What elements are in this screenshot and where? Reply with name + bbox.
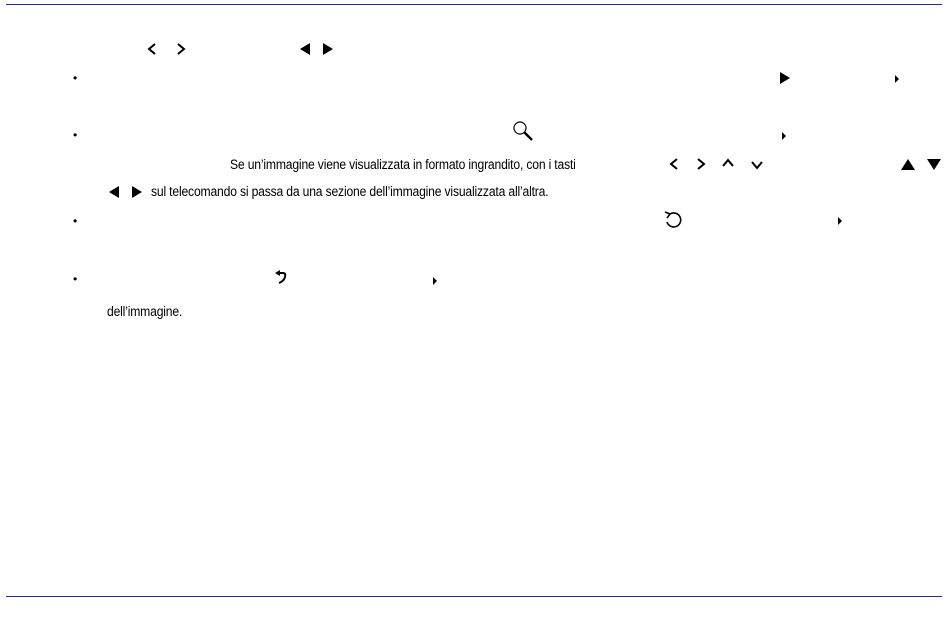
last-line-text: dell’immagine. <box>107 304 183 319</box>
rotate-icon <box>662 210 686 230</box>
chevron-right-icon <box>176 43 186 55</box>
magnifier-icon <box>512 120 536 142</box>
triangle-left-icon <box>298 42 312 56</box>
footer-rule <box>6 596 942 597</box>
bullet: • <box>73 128 78 142</box>
chevron-down-icon <box>751 160 763 170</box>
chevron-right-icon <box>696 158 706 170</box>
play-icon <box>778 71 792 85</box>
zoom-hint-continued: sul telecomando si passa da una sezione dell’immagine visualizzata all’altra. <box>151 184 549 199</box>
triangle-left-icon <box>107 185 121 199</box>
zoom-hint-text: Se un’immagine viene visualizzata in formato ingrandito, con i tasti <box>230 157 576 172</box>
small-triangle-right-icon <box>893 74 901 84</box>
triangle-down-icon <box>926 157 942 171</box>
triangle-up-icon <box>900 157 916 171</box>
small-triangle-right-icon <box>431 276 439 286</box>
small-triangle-right-icon <box>836 216 844 226</box>
small-triangle-right-icon <box>780 131 788 141</box>
bullet: • <box>73 272 78 286</box>
triangle-right-icon <box>321 42 335 56</box>
chevron-left-icon <box>147 43 157 55</box>
chevron-up-icon <box>722 158 734 168</box>
undo-arrow-icon <box>274 270 288 286</box>
triangle-right-icon <box>130 185 144 199</box>
header-rule <box>6 4 942 5</box>
bullet: • <box>73 71 78 85</box>
chevron-left-icon <box>669 158 679 170</box>
bullet: • <box>73 214 78 228</box>
